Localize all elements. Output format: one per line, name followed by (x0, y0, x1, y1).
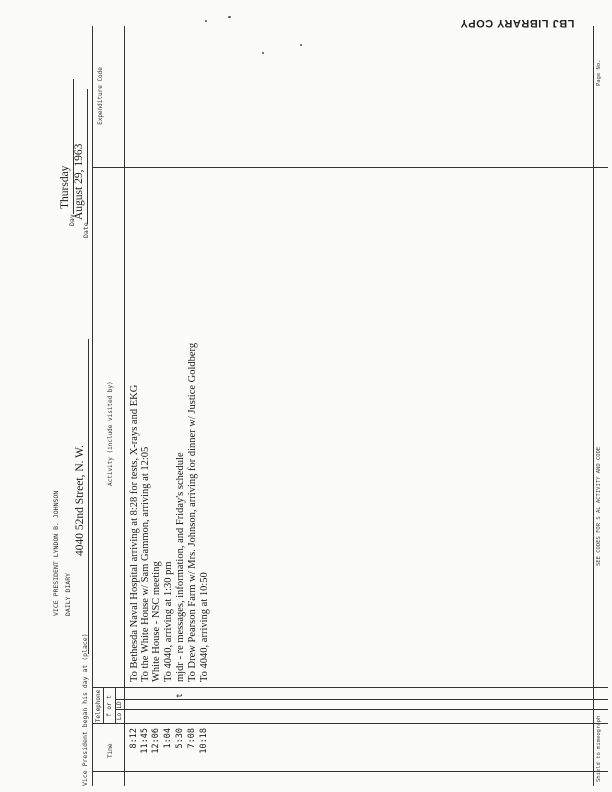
day-value: Thursday (59, 165, 71, 209)
place-underline (88, 339, 89, 654)
entry-time: 10:18 (199, 728, 209, 754)
entry-time: 8:12 (129, 728, 139, 749)
scan-speck (205, 20, 207, 22)
header-row-divider (124, 26, 125, 786)
entry-activity: White House - NSC meeting (151, 561, 162, 682)
diary-subtitle: DAILY DIARY (64, 572, 72, 616)
footer-left-note: Shield to mimeograph (596, 715, 602, 782)
entry-activity: To 4040, arriving at 1:30 pm (163, 561, 174, 682)
page-number-label: Page No. (596, 59, 602, 86)
entry-activity: To Drew Pearson Farm w/ Mrs. Johnson, arriving for dinner w/ Justice Goldberg (187, 342, 198, 682)
entry-time: 7:08 (187, 728, 197, 749)
expenditure-column-header: Expenditure Code (97, 67, 104, 125)
local-call-header: Lo (116, 712, 123, 721)
footer-center-note: SEE CODES FOR S AL ACTIVITY AND CODE (596, 446, 602, 566)
place-value: 4040 52nd Street, N. W. (74, 445, 86, 556)
f-or-t-header: f or t (106, 695, 113, 717)
diary-entry (199, 166, 213, 786)
telephone-column-header: Telephone (95, 689, 102, 723)
entry-activity: To 4040, arriving at 10:50 (199, 572, 210, 682)
entry-time: 1:04 (163, 728, 173, 749)
library-copy-stamp: LBJ LIBRARY COPY (459, 17, 574, 29)
diary-table (92, 26, 608, 786)
entry-activity: To Bethesda Naval Hospital arriving at 8:28 for tests, X-rays and EKG (129, 384, 140, 682)
entry-activity: mjdr - re messages, information, and Friday's schedule (175, 452, 186, 682)
began-label: Vice President began his day at (place) (81, 633, 89, 786)
time-column-header: Time (107, 743, 114, 758)
entry-time: 11:45 (140, 728, 150, 754)
scan-speck (228, 16, 231, 18)
daily-diary-sheet (48, 26, 608, 786)
day-label: Day (68, 214, 76, 226)
date-value: August 29, 1963 (73, 143, 85, 220)
row-divider (103, 688, 104, 724)
date-underline (87, 89, 88, 224)
diary-title: VICE PRESIDENT LYNDON B. JOHNSON (52, 490, 60, 616)
entry-phone-mark: t (175, 693, 184, 698)
entry-activity: To the White House w/ Sam Gammon, arriving at 12:05 (140, 446, 151, 682)
activity-column-header: Activity (include visited by) (107, 381, 114, 486)
date-label: Date (82, 222, 90, 238)
entry-time: 12:06 (151, 728, 161, 754)
footer-divider (593, 26, 594, 786)
long-distance-header: LD (116, 701, 123, 709)
diary-entries (129, 26, 249, 786)
entry-time: 5:30 (175, 728, 185, 749)
